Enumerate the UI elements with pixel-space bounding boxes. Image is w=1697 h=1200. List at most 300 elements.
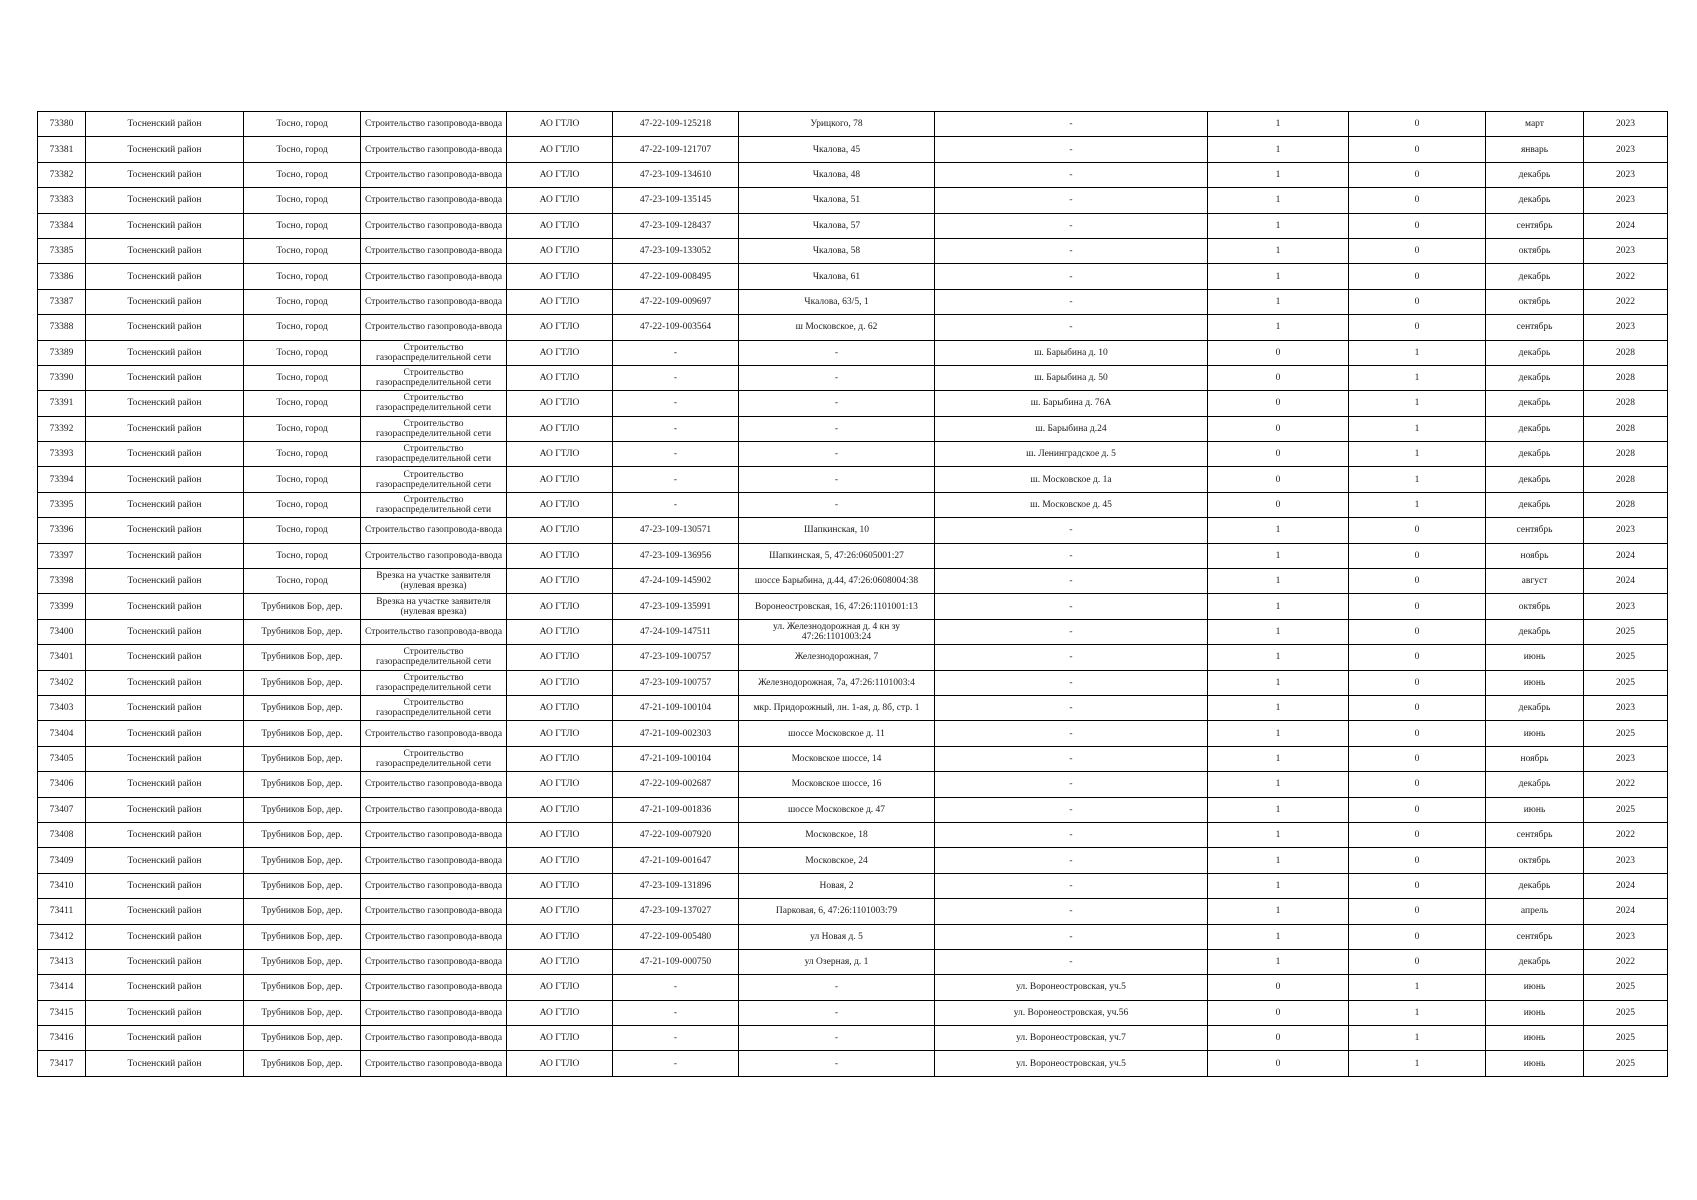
cell-network-address: ш. Барыбина д. 76А	[935, 391, 1208, 416]
cell-connection-count: 1	[1208, 645, 1349, 670]
table-row	[38, 264, 1668, 289]
cell-connection-count: 1	[1208, 594, 1349, 619]
cell-network-count: 1	[1349, 1000, 1486, 1025]
cell-operator: АО ГТЛО	[507, 873, 613, 898]
cell-contract-number: -	[613, 391, 739, 416]
cell-connection-count: 1	[1208, 112, 1349, 137]
cell-row-number: 73400	[38, 619, 86, 644]
cell-work-type: Строительство газопровода-ввода	[361, 1051, 507, 1076]
cell-row-number: 73406	[38, 772, 86, 797]
cell-settlement: Трубников Бор, дер.	[244, 1026, 361, 1051]
table-row	[38, 848, 1668, 873]
cell-settlement: Тосно, город	[244, 188, 361, 213]
cell-month: ноябрь	[1486, 543, 1584, 568]
cell-year: 2025	[1584, 670, 1668, 695]
cell-connection-count: 1	[1208, 289, 1349, 314]
cell-operator: АО ГТЛО	[507, 518, 613, 543]
cell-network-count: 0	[1349, 543, 1486, 568]
cell-row-number: 73385	[38, 238, 86, 263]
cell-year: 2028	[1584, 416, 1668, 441]
cell-network-address: -	[935, 137, 1208, 162]
cell-address: -	[739, 365, 935, 390]
cell-district: Тосненский район	[86, 315, 244, 340]
cell-work-type: Строительство газораспределительной сети	[361, 391, 507, 416]
table-row	[38, 238, 1668, 263]
cell-row-number: 73403	[38, 695, 86, 720]
cell-row-number: 73401	[38, 645, 86, 670]
cell-work-type: Строительство газораспределительной сети	[361, 695, 507, 720]
cell-row-number: 73413	[38, 949, 86, 974]
cell-operator: АО ГТЛО	[507, 264, 613, 289]
cell-row-number: 73393	[38, 442, 86, 467]
cell-settlement: Трубников Бор, дер.	[244, 924, 361, 949]
cell-address: Воронеостровская, 16, 47:26:1101001:13	[739, 594, 935, 619]
cell-district: Тосненский район	[86, 949, 244, 974]
cell-network-count: 0	[1349, 848, 1486, 873]
cell-address: -	[739, 492, 935, 517]
cell-row-number: 73411	[38, 899, 86, 924]
cell-network-count: 0	[1349, 899, 1486, 924]
table-row	[38, 543, 1668, 568]
cell-month: октябрь	[1486, 289, 1584, 314]
cell-year: 2023	[1584, 238, 1668, 263]
cell-row-number: 73412	[38, 924, 86, 949]
table-row	[38, 391, 1668, 416]
table-row	[38, 112, 1668, 137]
cell-district: Тосненский район	[86, 340, 244, 365]
cell-month: январь	[1486, 137, 1584, 162]
table-row	[38, 619, 1668, 644]
cell-address: Новая, 2	[739, 873, 935, 898]
cell-network-address: ш. Барыбина д.24	[935, 416, 1208, 441]
cell-work-type: Строительство газопровода-ввода	[361, 873, 507, 898]
cell-settlement: Трубников Бор, дер.	[244, 873, 361, 898]
cell-network-count: 1	[1349, 442, 1486, 467]
cell-connection-count: 0	[1208, 365, 1349, 390]
cell-network-address: ш. Московское д. 1а	[935, 467, 1208, 492]
cell-settlement: Трубников Бор, дер.	[244, 1051, 361, 1076]
cell-operator: АО ГТЛО	[507, 899, 613, 924]
cell-row-number: 73397	[38, 543, 86, 568]
cell-row-number: 73388	[38, 315, 86, 340]
cell-operator: АО ГТЛО	[507, 645, 613, 670]
cell-row-number: 73398	[38, 569, 86, 594]
table-row	[38, 695, 1668, 720]
cell-operator: АО ГТЛО	[507, 619, 613, 644]
cell-row-number: 73389	[38, 340, 86, 365]
cell-operator: АО ГТЛО	[507, 442, 613, 467]
cell-connection-count: 0	[1208, 442, 1349, 467]
cell-network-count: 0	[1349, 746, 1486, 771]
cell-district: Тосненский район	[86, 467, 244, 492]
cell-network-count: 0	[1349, 264, 1486, 289]
cell-operator: АО ГТЛО	[507, 340, 613, 365]
cell-network-count: 1	[1349, 467, 1486, 492]
cell-month: декабрь	[1486, 162, 1584, 187]
cell-address: Чкалова, 48	[739, 162, 935, 187]
cell-network-count: 1	[1349, 492, 1486, 517]
cell-network-address: -	[935, 670, 1208, 695]
table-row	[38, 975, 1668, 1000]
cell-address: Железнодорожная, 7	[739, 645, 935, 670]
cell-operator: АО ГТЛО	[507, 492, 613, 517]
cell-district: Тосненский район	[86, 721, 244, 746]
cell-connection-count: 0	[1208, 391, 1349, 416]
cell-row-number: 73414	[38, 975, 86, 1000]
cell-month: июнь	[1486, 1026, 1584, 1051]
cell-connection-count: 1	[1208, 721, 1349, 746]
cell-year: 2028	[1584, 365, 1668, 390]
cell-year: 2025	[1584, 975, 1668, 1000]
cell-district: Тосненский район	[86, 569, 244, 594]
cell-year: 2022	[1584, 772, 1668, 797]
cell-contract-number: 47-21-109-000750	[613, 949, 739, 974]
cell-operator: АО ГТЛО	[507, 391, 613, 416]
cell-operator: АО ГТЛО	[507, 772, 613, 797]
cell-address: Чкалова, 45	[739, 137, 935, 162]
cell-contract-number: 47-23-109-135991	[613, 594, 739, 619]
cell-network-count: 1	[1349, 416, 1486, 441]
table-body	[38, 112, 1668, 1077]
table-row	[38, 416, 1668, 441]
cell-settlement: Тосно, город	[244, 467, 361, 492]
cell-row-number: 73394	[38, 467, 86, 492]
cell-operator: АО ГТЛО	[507, 162, 613, 187]
cell-year: 2028	[1584, 391, 1668, 416]
cell-connection-count: 1	[1208, 569, 1349, 594]
cell-contract-number: 47-22-109-009697	[613, 289, 739, 314]
cell-network-count: 0	[1349, 695, 1486, 720]
cell-month: июнь	[1486, 645, 1584, 670]
cell-work-type: Строительство газопровода-ввода	[361, 721, 507, 746]
cell-settlement: Трубников Бор, дер.	[244, 975, 361, 1000]
cell-connection-count: 1	[1208, 238, 1349, 263]
cell-district: Тосненский район	[86, 365, 244, 390]
cell-year: 2023	[1584, 518, 1668, 543]
cell-address: ш Московское, д. 62	[739, 315, 935, 340]
cell-district: Тосненский район	[86, 695, 244, 720]
cell-contract-number: 47-21-109-001836	[613, 797, 739, 822]
cell-district: Тосненский район	[86, 543, 244, 568]
cell-work-type: Строительство газораспределительной сети	[361, 442, 507, 467]
table-row	[38, 949, 1668, 974]
cell-row-number: 73380	[38, 112, 86, 137]
cell-work-type: Строительство газопровода-ввода	[361, 162, 507, 187]
cell-district: Тосненский район	[86, 899, 244, 924]
cell-operator: АО ГТЛО	[507, 670, 613, 695]
cell-address: Московское, 18	[739, 822, 935, 847]
cell-month: декабрь	[1486, 264, 1584, 289]
cell-connection-count: 1	[1208, 746, 1349, 771]
cell-network-count: 1	[1349, 340, 1486, 365]
cell-work-type: Строительство газораспределительной сети	[361, 467, 507, 492]
cell-network-address: -	[935, 238, 1208, 263]
cell-settlement: Трубников Бор, дер.	[244, 772, 361, 797]
cell-network-count: 0	[1349, 213, 1486, 238]
cell-row-number: 73381	[38, 137, 86, 162]
cell-network-address: -	[935, 695, 1208, 720]
cell-operator: АО ГТЛО	[507, 746, 613, 771]
cell-row-number: 73384	[38, 213, 86, 238]
cell-address: Шапкинская, 5, 47:26:0605001:27	[739, 543, 935, 568]
cell-operator: АО ГТЛО	[507, 1000, 613, 1025]
cell-network-count: 0	[1349, 645, 1486, 670]
cell-contract-number: -	[613, 340, 739, 365]
cell-district: Тосненский район	[86, 746, 244, 771]
table-row	[38, 442, 1668, 467]
cell-operator: АО ГТЛО	[507, 924, 613, 949]
cell-network-address: ш. Ленинградское д. 5	[935, 442, 1208, 467]
cell-month: июнь	[1486, 1051, 1584, 1076]
cell-address: Чкалова, 63/5, 1	[739, 289, 935, 314]
cell-network-address: -	[935, 264, 1208, 289]
cell-month: декабрь	[1486, 467, 1584, 492]
cell-contract-number: 47-21-109-001647	[613, 848, 739, 873]
table-row	[38, 467, 1668, 492]
cell-network-count: 0	[1349, 594, 1486, 619]
cell-work-type: Строительство газопровода-ввода	[361, 772, 507, 797]
cell-month: декабрь	[1486, 492, 1584, 517]
cell-month: август	[1486, 569, 1584, 594]
cell-operator: АО ГТЛО	[507, 569, 613, 594]
cell-district: Тосненский район	[86, 822, 244, 847]
cell-connection-count: 1	[1208, 518, 1349, 543]
cell-year: 2025	[1584, 619, 1668, 644]
cell-work-type: Врезка на участке заявителя (нулевая врезка)	[361, 569, 507, 594]
cell-row-number: 73390	[38, 365, 86, 390]
cell-district: Тосненский район	[86, 873, 244, 898]
cell-settlement: Тосно, город	[244, 543, 361, 568]
cell-settlement: Тосно, город	[244, 442, 361, 467]
cell-month: апрель	[1486, 899, 1584, 924]
cell-settlement: Трубников Бор, дер.	[244, 670, 361, 695]
table-row	[38, 1051, 1668, 1076]
cell-operator: АО ГТЛО	[507, 1026, 613, 1051]
cell-row-number: 73395	[38, 492, 86, 517]
cell-district: Тосненский район	[86, 289, 244, 314]
cell-contract-number: 47-22-109-125218	[613, 112, 739, 137]
cell-network-count: 0	[1349, 569, 1486, 594]
cell-network-count: 0	[1349, 315, 1486, 340]
cell-settlement: Тосно, город	[244, 492, 361, 517]
gas-connection-table	[37, 111, 1668, 1077]
cell-network-address: ул. Воронеостровская, уч.56	[935, 1000, 1208, 1025]
cell-address: шоссе Московское д. 47	[739, 797, 935, 822]
cell-address: -	[739, 467, 935, 492]
cell-district: Тосненский район	[86, 975, 244, 1000]
cell-connection-count: 1	[1208, 543, 1349, 568]
cell-year: 2023	[1584, 695, 1668, 720]
cell-month: декабрь	[1486, 873, 1584, 898]
cell-address: ул Озерная, д. 1	[739, 949, 935, 974]
cell-contract-number: -	[613, 975, 739, 1000]
cell-settlement: Тосно, город	[244, 340, 361, 365]
cell-row-number: 73382	[38, 162, 86, 187]
cell-address: ул. Железнодорожная д. 4 кн зу 47:26:1101003:24	[739, 619, 935, 644]
cell-year: 2024	[1584, 873, 1668, 898]
cell-contract-number: 47-22-109-002687	[613, 772, 739, 797]
cell-contract-number: 47-24-109-147511	[613, 619, 739, 644]
cell-district: Тосненский район	[86, 518, 244, 543]
cell-row-number: 73404	[38, 721, 86, 746]
cell-year: 2023	[1584, 315, 1668, 340]
cell-district: Тосненский район	[86, 492, 244, 517]
cell-operator: АО ГТЛО	[507, 695, 613, 720]
cell-year: 2028	[1584, 340, 1668, 365]
cell-network-count: 0	[1349, 721, 1486, 746]
table-row	[38, 924, 1668, 949]
cell-row-number: 73396	[38, 518, 86, 543]
cell-connection-count: 0	[1208, 1051, 1349, 1076]
cell-district: Тосненский район	[86, 416, 244, 441]
cell-month: декабрь	[1486, 619, 1584, 644]
cell-address: Железнодорожная, 7а, 47:26:1101003:4	[739, 670, 935, 695]
cell-settlement: Тосно, город	[244, 112, 361, 137]
cell-network-address: -	[935, 289, 1208, 314]
cell-settlement: Тосно, город	[244, 162, 361, 187]
cell-connection-count: 1	[1208, 772, 1349, 797]
cell-row-number: 73386	[38, 264, 86, 289]
cell-year: 2022	[1584, 949, 1668, 974]
cell-settlement: Трубников Бор, дер.	[244, 619, 361, 644]
cell-address: -	[739, 1051, 935, 1076]
cell-district: Тосненский район	[86, 797, 244, 822]
cell-address: шоссе Барыбина, д.44, 47:26:0608004:38	[739, 569, 935, 594]
cell-settlement: Трубников Бор, дер.	[244, 746, 361, 771]
table-row	[38, 797, 1668, 822]
cell-contract-number: 47-22-109-003564	[613, 315, 739, 340]
cell-network-address: -	[935, 619, 1208, 644]
cell-month: декабрь	[1486, 340, 1584, 365]
cell-month: декабрь	[1486, 188, 1584, 213]
cell-network-count: 0	[1349, 238, 1486, 263]
cell-work-type: Строительство газопровода-ввода	[361, 1026, 507, 1051]
cell-address: -	[739, 1026, 935, 1051]
cell-settlement: Трубников Бор, дер.	[244, 721, 361, 746]
cell-network-address: -	[935, 797, 1208, 822]
cell-network-address: -	[935, 569, 1208, 594]
cell-district: Тосненский район	[86, 442, 244, 467]
cell-year: 2028	[1584, 492, 1668, 517]
cell-row-number: 73402	[38, 670, 86, 695]
cell-row-number: 73391	[38, 391, 86, 416]
cell-year: 2022	[1584, 264, 1668, 289]
table-row	[38, 670, 1668, 695]
table-row	[38, 188, 1668, 213]
cell-network-address: -	[935, 848, 1208, 873]
cell-contract-number: -	[613, 1000, 739, 1025]
cell-work-type: Строительство газораспределительной сети	[361, 416, 507, 441]
cell-year: 2024	[1584, 213, 1668, 238]
cell-network-address: ш. Барыбина д. 10	[935, 340, 1208, 365]
cell-work-type: Строительство газопровода-ввода	[361, 137, 507, 162]
cell-operator: АО ГТЛО	[507, 822, 613, 847]
cell-contract-number: 47-23-109-133052	[613, 238, 739, 263]
cell-network-count: 1	[1349, 975, 1486, 1000]
cell-contract-number: 47-21-109-100104	[613, 746, 739, 771]
cell-operator: АО ГТЛО	[507, 721, 613, 746]
cell-year: 2025	[1584, 645, 1668, 670]
cell-network-count: 1	[1349, 391, 1486, 416]
cell-contract-number: 47-22-109-007920	[613, 822, 739, 847]
cell-district: Тосненский район	[86, 188, 244, 213]
cell-network-address: ул. Воронеостровская, уч.7	[935, 1026, 1208, 1051]
cell-work-type: Строительство газораспределительной сети	[361, 670, 507, 695]
cell-row-number: 73409	[38, 848, 86, 873]
cell-network-address: -	[935, 112, 1208, 137]
cell-year: 2025	[1584, 1026, 1668, 1051]
cell-address: Московское, 24	[739, 848, 935, 873]
cell-operator: АО ГТЛО	[507, 365, 613, 390]
cell-operator: АО ГТЛО	[507, 137, 613, 162]
cell-district: Тосненский район	[86, 264, 244, 289]
cell-operator: АО ГТЛО	[507, 213, 613, 238]
cell-district: Тосненский район	[86, 112, 244, 137]
cell-contract-number: 47-22-109-008495	[613, 264, 739, 289]
cell-work-type: Строительство газопровода-ввода	[361, 949, 507, 974]
cell-year: 2025	[1584, 1051, 1668, 1076]
cell-network-count: 0	[1349, 873, 1486, 898]
cell-connection-count: 1	[1208, 873, 1349, 898]
table-row	[38, 645, 1668, 670]
cell-address: Шапкинская, 10	[739, 518, 935, 543]
cell-year: 2025	[1584, 1000, 1668, 1025]
cell-network-count: 0	[1349, 797, 1486, 822]
cell-connection-count: 1	[1208, 162, 1349, 187]
cell-contract-number: 47-23-109-136956	[613, 543, 739, 568]
cell-year: 2023	[1584, 924, 1668, 949]
cell-settlement: Трубников Бор, дер.	[244, 645, 361, 670]
cell-contract-number: 47-21-109-100104	[613, 695, 739, 720]
cell-district: Тосненский район	[86, 924, 244, 949]
cell-contract-number: 47-21-109-002303	[613, 721, 739, 746]
cell-connection-count: 1	[1208, 949, 1349, 974]
cell-work-type: Строительство газораспределительной сети	[361, 746, 507, 771]
cell-contract-number: -	[613, 416, 739, 441]
cell-address: -	[739, 442, 935, 467]
cell-year: 2028	[1584, 442, 1668, 467]
table-row	[38, 289, 1668, 314]
cell-work-type: Строительство газопровода-ввода	[361, 822, 507, 847]
cell-year: 2023	[1584, 594, 1668, 619]
cell-address: Чкалова, 58	[739, 238, 935, 263]
cell-month: июнь	[1486, 1000, 1584, 1025]
cell-network-address: -	[935, 721, 1208, 746]
cell-row-number: 73415	[38, 1000, 86, 1025]
cell-month: сентябрь	[1486, 518, 1584, 543]
cell-network-address: -	[935, 924, 1208, 949]
table-row	[38, 822, 1668, 847]
cell-connection-count: 1	[1208, 188, 1349, 213]
cell-year: 2023	[1584, 112, 1668, 137]
cell-connection-count: 1	[1208, 619, 1349, 644]
cell-connection-count: 1	[1208, 797, 1349, 822]
cell-operator: АО ГТЛО	[507, 1051, 613, 1076]
cell-connection-count: 1	[1208, 822, 1349, 847]
cell-year: 2023	[1584, 162, 1668, 187]
cell-network-count: 0	[1349, 949, 1486, 974]
cell-operator: АО ГТЛО	[507, 238, 613, 263]
cell-settlement: Трубников Бор, дер.	[244, 949, 361, 974]
cell-operator: АО ГТЛО	[507, 949, 613, 974]
cell-contract-number: -	[613, 492, 739, 517]
cell-address: -	[739, 1000, 935, 1025]
cell-operator: АО ГТЛО	[507, 797, 613, 822]
cell-operator: АО ГТЛО	[507, 289, 613, 314]
cell-operator: АО ГТЛО	[507, 975, 613, 1000]
cell-month: декабрь	[1486, 391, 1584, 416]
cell-month: сентябрь	[1486, 315, 1584, 340]
